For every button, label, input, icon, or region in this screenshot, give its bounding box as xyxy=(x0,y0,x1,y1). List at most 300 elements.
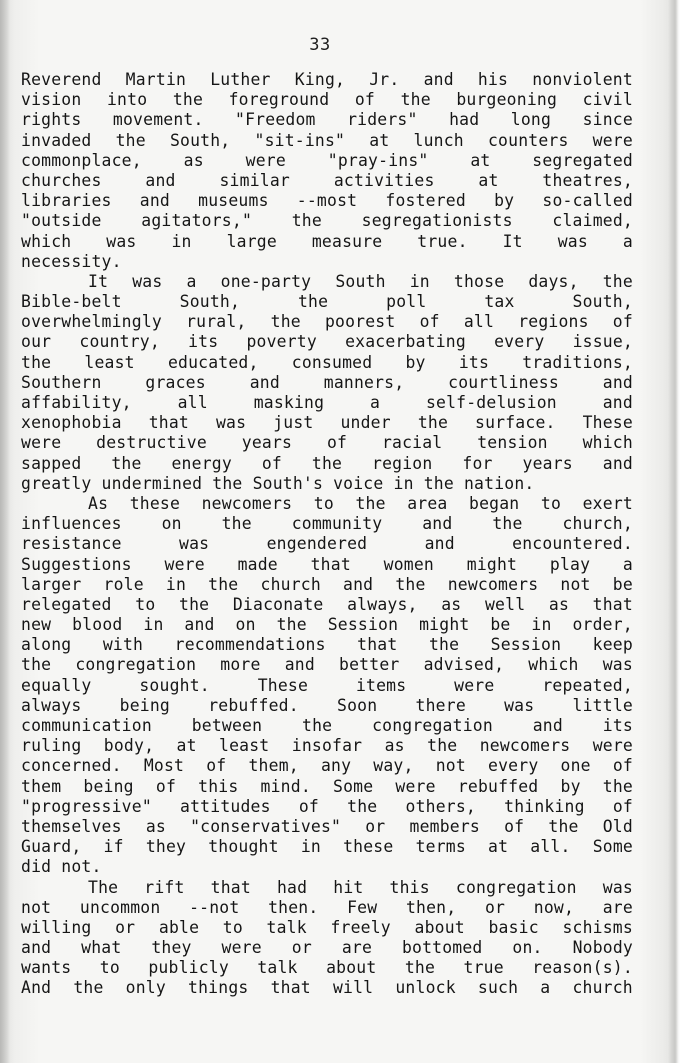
word: as xyxy=(441,594,462,614)
word: least xyxy=(219,736,270,756)
word: was xyxy=(132,271,163,291)
word: newcomers xyxy=(447,574,539,594)
word: equally xyxy=(21,675,92,695)
word: about xyxy=(414,917,465,937)
word: in xyxy=(531,615,552,635)
word: these xyxy=(129,493,181,513)
word: measure xyxy=(311,231,383,251)
word: at xyxy=(478,170,499,190)
text-line xyxy=(21,676,633,696)
word: that xyxy=(592,594,633,614)
word: as xyxy=(548,594,570,614)
word: women xyxy=(383,554,434,574)
word: was xyxy=(215,413,247,433)
word: self-delusion xyxy=(425,393,557,412)
word: tax xyxy=(484,292,515,312)
word: of xyxy=(298,796,319,816)
word: things xyxy=(188,978,249,998)
word: And xyxy=(21,978,52,998)
word: sapped xyxy=(21,453,82,473)
word: of xyxy=(612,796,633,816)
binding-shadow xyxy=(0,0,10,1063)
word: As xyxy=(88,493,109,513)
word: counters xyxy=(487,130,569,150)
word: King, xyxy=(294,70,346,89)
word: order, xyxy=(572,615,633,635)
word: which xyxy=(528,655,579,675)
word: that xyxy=(310,554,351,574)
word: the xyxy=(548,816,579,836)
word: activities xyxy=(333,170,435,190)
word: this xyxy=(198,776,239,796)
word: xenophobia xyxy=(21,413,122,433)
word: for xyxy=(462,453,493,473)
word: in xyxy=(409,271,430,291)
text-line xyxy=(21,211,633,231)
word: South, xyxy=(169,130,231,150)
word: Session xyxy=(327,615,399,635)
word: exacerbating xyxy=(345,332,466,352)
word: the xyxy=(602,271,633,291)
word: libraries xyxy=(21,191,112,211)
word: them, xyxy=(248,756,299,776)
word: hit xyxy=(333,877,364,897)
word: which xyxy=(21,231,72,251)
word: talk xyxy=(266,917,307,937)
word: every xyxy=(494,332,545,352)
word: were xyxy=(395,776,436,796)
word: least xyxy=(84,352,135,372)
word: of xyxy=(612,756,633,776)
word: These xyxy=(257,675,309,695)
word: Few xyxy=(347,897,378,917)
word: Bible-belt xyxy=(21,292,122,312)
text-line xyxy=(21,918,633,938)
word: its xyxy=(458,352,490,372)
word: the xyxy=(115,130,146,150)
text-line xyxy=(21,353,633,373)
word: "pray-ins" xyxy=(327,150,429,170)
word: since xyxy=(582,110,633,130)
word: It xyxy=(88,271,109,291)
word: or xyxy=(365,816,386,836)
word: rebuffed. xyxy=(208,695,299,715)
word: role xyxy=(103,574,144,594)
word: on xyxy=(161,514,182,534)
word: little xyxy=(572,695,633,715)
text-line xyxy=(21,615,633,635)
word: then. xyxy=(268,897,319,917)
word: exert xyxy=(582,493,633,513)
word: agitators," xyxy=(141,211,253,231)
word: in xyxy=(165,574,187,594)
word: the xyxy=(355,493,386,513)
word: keep xyxy=(592,635,633,655)
word: the xyxy=(179,594,210,614)
word: reason(s). xyxy=(532,958,633,978)
word: movement. xyxy=(112,110,204,130)
word: influences xyxy=(21,514,122,534)
word: were xyxy=(221,938,262,958)
word: These xyxy=(582,413,633,433)
word: just xyxy=(273,413,314,433)
word: they xyxy=(151,938,192,958)
word: the xyxy=(73,978,104,998)
word: along xyxy=(21,635,72,655)
text-line xyxy=(21,534,633,554)
word: mind. xyxy=(260,776,311,796)
text-line xyxy=(21,454,633,474)
word: what xyxy=(81,938,122,958)
word: masking xyxy=(253,393,325,412)
word: was xyxy=(602,877,633,897)
word: congregation xyxy=(372,716,493,735)
word: in xyxy=(171,231,192,251)
word: true xyxy=(463,958,504,978)
word: to xyxy=(313,493,334,513)
word: between xyxy=(191,716,263,735)
word: were xyxy=(164,554,205,574)
word: community xyxy=(291,514,383,534)
word: or xyxy=(115,917,136,937)
word: way, xyxy=(373,756,414,776)
word: the xyxy=(417,413,449,433)
text-line xyxy=(21,958,633,978)
word: our xyxy=(21,332,52,352)
word: and xyxy=(532,716,563,735)
word: the xyxy=(347,796,378,816)
word: and xyxy=(422,514,453,534)
word: not xyxy=(560,574,591,594)
word: or xyxy=(291,938,312,958)
word: in xyxy=(300,837,321,857)
word: was xyxy=(504,695,535,715)
word: not xyxy=(435,756,466,776)
text-line xyxy=(21,555,633,575)
word: a xyxy=(186,271,197,291)
word: were xyxy=(21,433,62,453)
text-line: necessity. xyxy=(21,251,122,271)
word: of xyxy=(504,816,525,836)
word: members xyxy=(409,816,480,836)
word: rift xyxy=(144,877,185,897)
word: newcomers xyxy=(479,736,571,756)
text-line xyxy=(21,413,633,433)
word: manners, xyxy=(323,372,405,392)
text-line xyxy=(21,575,633,595)
word: freely xyxy=(330,917,391,937)
word: might xyxy=(419,615,470,635)
word: all xyxy=(177,393,208,412)
word: repeated, xyxy=(542,675,633,695)
word: thinking xyxy=(504,796,585,816)
word: were xyxy=(592,736,633,756)
word: on. xyxy=(512,938,543,958)
word: of xyxy=(612,312,633,332)
word: of xyxy=(261,453,282,473)
text-line xyxy=(21,514,633,534)
word: of xyxy=(419,312,440,332)
word: the xyxy=(395,574,426,594)
word: years xyxy=(522,453,573,473)
word: Martin xyxy=(125,70,187,89)
word: similar xyxy=(219,170,290,190)
word: encountered. xyxy=(512,534,633,554)
word: poverty xyxy=(246,332,317,352)
word: the xyxy=(400,90,431,110)
word: made xyxy=(237,554,278,574)
word: consumed xyxy=(291,352,373,372)
text-line xyxy=(21,817,633,837)
word: them xyxy=(21,776,62,796)
word: Luther xyxy=(210,70,271,89)
text-line: did not. xyxy=(21,857,102,877)
word: and xyxy=(602,393,633,412)
word: fostered xyxy=(385,191,466,211)
word: might xyxy=(466,554,518,574)
word: the xyxy=(428,635,460,655)
word: Most xyxy=(143,756,185,776)
word: educated, xyxy=(167,352,259,372)
word: was xyxy=(179,534,210,554)
word: days, xyxy=(528,271,579,291)
text-line xyxy=(21,898,633,918)
word: was xyxy=(557,231,588,251)
word: the xyxy=(276,615,307,635)
word: --not xyxy=(189,897,240,917)
word: a xyxy=(370,393,381,412)
word: and xyxy=(145,170,176,190)
word: a xyxy=(622,231,633,251)
word: others, xyxy=(405,796,476,816)
word: long xyxy=(510,110,552,130)
word: be xyxy=(490,615,511,635)
word: to xyxy=(99,958,120,978)
word: there xyxy=(415,695,466,715)
text-line xyxy=(21,373,633,393)
word: the xyxy=(404,958,436,978)
word: items xyxy=(355,675,407,695)
word: more xyxy=(220,655,261,675)
word: "outside xyxy=(21,211,102,231)
word: then, xyxy=(405,897,457,917)
word: tension xyxy=(477,433,548,453)
word: the xyxy=(297,292,329,312)
word: such xyxy=(477,978,519,998)
word: racial xyxy=(381,433,443,453)
word: at xyxy=(470,150,491,170)
word: foreground xyxy=(228,90,330,110)
text-line xyxy=(21,635,633,655)
word: congregation xyxy=(75,655,197,675)
word: as xyxy=(384,736,405,756)
word: willing xyxy=(21,917,92,937)
word: with xyxy=(102,635,144,655)
text-line xyxy=(21,433,633,453)
word: communication xyxy=(21,716,152,735)
word: the xyxy=(291,211,322,231)
word: "Freedom xyxy=(235,110,316,130)
word: these xyxy=(343,837,394,857)
word: all. xyxy=(530,837,571,857)
word: "sit-ins" xyxy=(254,130,346,150)
word: well xyxy=(484,594,526,614)
word: segregationists xyxy=(361,211,513,231)
text-line xyxy=(21,494,633,514)
word: by xyxy=(494,191,515,211)
word: country, xyxy=(79,332,160,352)
word: which xyxy=(582,433,633,453)
text-line xyxy=(21,70,633,90)
word: its xyxy=(188,332,219,352)
word: South xyxy=(335,271,386,291)
word: traditions, xyxy=(522,352,633,372)
word: relegated xyxy=(21,594,112,614)
word: and xyxy=(184,615,215,635)
word: as xyxy=(145,816,166,836)
word: at xyxy=(176,736,197,756)
text-line xyxy=(21,312,633,332)
word: body, xyxy=(103,736,155,756)
word: the xyxy=(111,453,142,473)
word: commonplace, xyxy=(21,150,142,170)
word: destructive xyxy=(96,433,207,453)
word: thought xyxy=(208,837,279,857)
word: will xyxy=(332,978,374,998)
word: are xyxy=(602,897,633,917)
word: burgeoning xyxy=(456,90,558,110)
word: insofar xyxy=(291,736,363,756)
word: Some xyxy=(592,837,633,857)
word: every xyxy=(488,756,539,776)
word: the xyxy=(208,574,239,594)
text-line xyxy=(21,332,633,352)
word: all xyxy=(463,312,495,332)
word: blood xyxy=(72,615,123,635)
text-line xyxy=(21,655,633,675)
word: were xyxy=(592,130,633,150)
word: any xyxy=(320,756,352,776)
text-line xyxy=(21,797,633,817)
word: church xyxy=(572,978,633,998)
word: that xyxy=(270,978,311,998)
word: this xyxy=(389,877,430,897)
word: not xyxy=(21,897,52,917)
word: civil xyxy=(582,90,633,110)
word: true. xyxy=(417,231,468,251)
word: area xyxy=(407,493,448,513)
text-line xyxy=(21,393,633,413)
word: South, xyxy=(572,292,633,312)
word: bottomed xyxy=(401,938,483,958)
word: in xyxy=(143,615,164,635)
text-line xyxy=(21,232,633,252)
text-line xyxy=(21,736,633,756)
word: new xyxy=(21,615,52,635)
word: always, xyxy=(347,594,418,614)
word: schisms xyxy=(562,917,633,937)
word: newcomers xyxy=(201,493,293,513)
word: energy xyxy=(171,453,232,473)
word: to xyxy=(222,917,243,937)
word: vision xyxy=(21,90,82,110)
word: terms xyxy=(415,837,466,857)
word: the xyxy=(302,716,333,735)
word: and xyxy=(602,372,633,392)
word: "progressive" xyxy=(21,796,152,816)
word: to xyxy=(540,493,562,513)
word: under xyxy=(340,413,391,433)
text-line xyxy=(21,151,633,171)
word: uncommon xyxy=(79,897,161,917)
word: his xyxy=(477,70,509,89)
word: issue, xyxy=(572,332,633,352)
word: Old xyxy=(602,816,633,836)
word: and xyxy=(284,655,315,675)
word: to xyxy=(135,594,156,614)
word: The xyxy=(88,877,119,897)
word: segregated xyxy=(532,150,633,170)
text-line xyxy=(21,110,633,130)
word: had xyxy=(449,110,480,130)
word: theatres, xyxy=(542,170,633,190)
word: church xyxy=(260,574,321,594)
text-line xyxy=(21,90,633,110)
word: and xyxy=(423,70,454,89)
word: a xyxy=(540,978,551,998)
text-line xyxy=(21,292,633,312)
word: at xyxy=(369,130,390,150)
word: of xyxy=(326,433,348,453)
word: or xyxy=(484,897,506,917)
word: church, xyxy=(562,514,633,534)
word: one xyxy=(560,756,591,776)
text-line xyxy=(21,272,633,292)
word: now, xyxy=(533,897,575,917)
word: only xyxy=(125,978,166,998)
word: into xyxy=(106,90,148,110)
word: wants xyxy=(21,958,72,978)
text-line: greatly undermined the South's voice in the nation. xyxy=(21,473,535,493)
word: unlock xyxy=(395,978,456,998)
word: so-called xyxy=(542,191,633,211)
text-line xyxy=(21,696,633,716)
word: larger xyxy=(21,574,82,594)
text-line xyxy=(21,716,633,736)
text-line xyxy=(21,938,633,958)
word: Soon xyxy=(337,695,378,715)
word: region xyxy=(372,453,433,473)
word: the xyxy=(21,655,52,675)
word: rural, xyxy=(186,312,247,332)
word: was xyxy=(602,655,633,675)
word: Session xyxy=(490,635,562,655)
word: and xyxy=(21,938,52,958)
word: nonviolent xyxy=(532,70,633,89)
text-line xyxy=(21,131,633,151)
word: able xyxy=(158,917,200,937)
word: the xyxy=(311,453,343,473)
word: being xyxy=(83,776,134,796)
word: claimed, xyxy=(552,211,633,231)
word: regions xyxy=(518,312,589,332)
word: that xyxy=(357,635,398,655)
word: its xyxy=(602,716,633,735)
word: be xyxy=(612,574,633,594)
word: Jr. xyxy=(369,70,400,89)
word: that xyxy=(148,413,189,433)
text-line xyxy=(21,756,633,776)
